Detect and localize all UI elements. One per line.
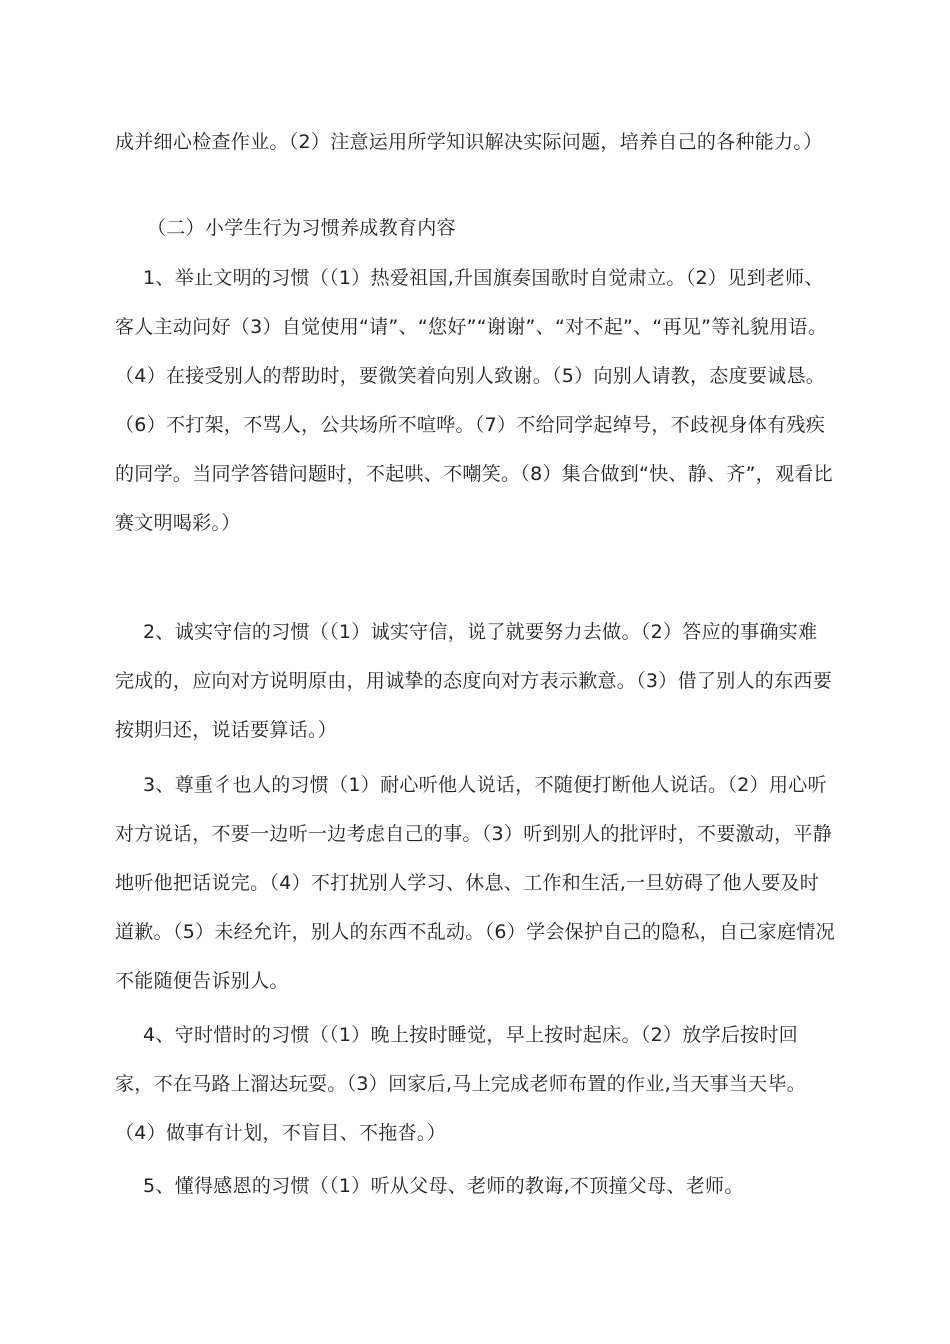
- paragraph-punctuality: 4、守时惜时的习惯（（1）晚上按时睡觉，早上按时起床。（2）放学后按时回家，不在马路上溜达玩耍。（3）回家后,马上完成老师布置的作业,当天事当天毕。（4）做事有计划，不盲目、不拖沓。）: [115, 1024, 807, 1144]
- paragraph-homework-continuation: 成并细心检查作业。（2）注意运用所学知识解决实际问题，培养自己的各种能力。）: [115, 131, 823, 153]
- paragraph-respect-others: 3、尊重彳也人的习惯（1）耐心听他人说话，不随便打断他人说话。（2）用心听对方说话，不要一边听一边考虑自己的事。（3）听到别人的批评时，不要激动，平静地听他把话说完。（4）不打扰别人学习、休息、工作和生活,一旦妨碍了他人要及时道歉。（5）未经允许，别人的东西不乱动。（6）学会保护自己的隐私，自己家庭情况不能随便告诉别人。: [115, 774, 835, 992]
- paragraph-gratitude: 5、懂得感恩的习惯（（1）听从父母、老师的教诲,不顶撞父母、老师。: [143, 1175, 744, 1197]
- section-heading-behavior-habits: （二）小学生行为习惯养成教育内容: [147, 217, 456, 239]
- paragraph-honesty: 2、诚实守信的习惯（（1）诚实守信，说了就要努力去做。（2）答应的事确实难完成的，应向对方说明原由，用诚挚的态度向对方表示歉意。（3）借了别人的东西要按期归还，说话要算话。）: [115, 621, 832, 741]
- paragraph-civilized-manners: 1、举止文明的习惯（（1）热爱祖国,升国旗奏国歌时自觉肃立。（2）见到老师、客人主动问好（3）自觉使用“请”、“您好”“谢谢”、“对不起”、“再见”等礼貌用语。（4）在接受别人的帮助时，要微笑着向别人致谢。（5）向别人请教，态度要诚恳。（6）不打架，不骂人，公共场所不喧哗。（7）不给同学起绰号，不歧视身体有残疾的同学。当同学答错问题时，不起哄、不嘲笑。（8）集合做到“快、静、齐”，观看比赛文明喝彩。）: [115, 267, 833, 534]
